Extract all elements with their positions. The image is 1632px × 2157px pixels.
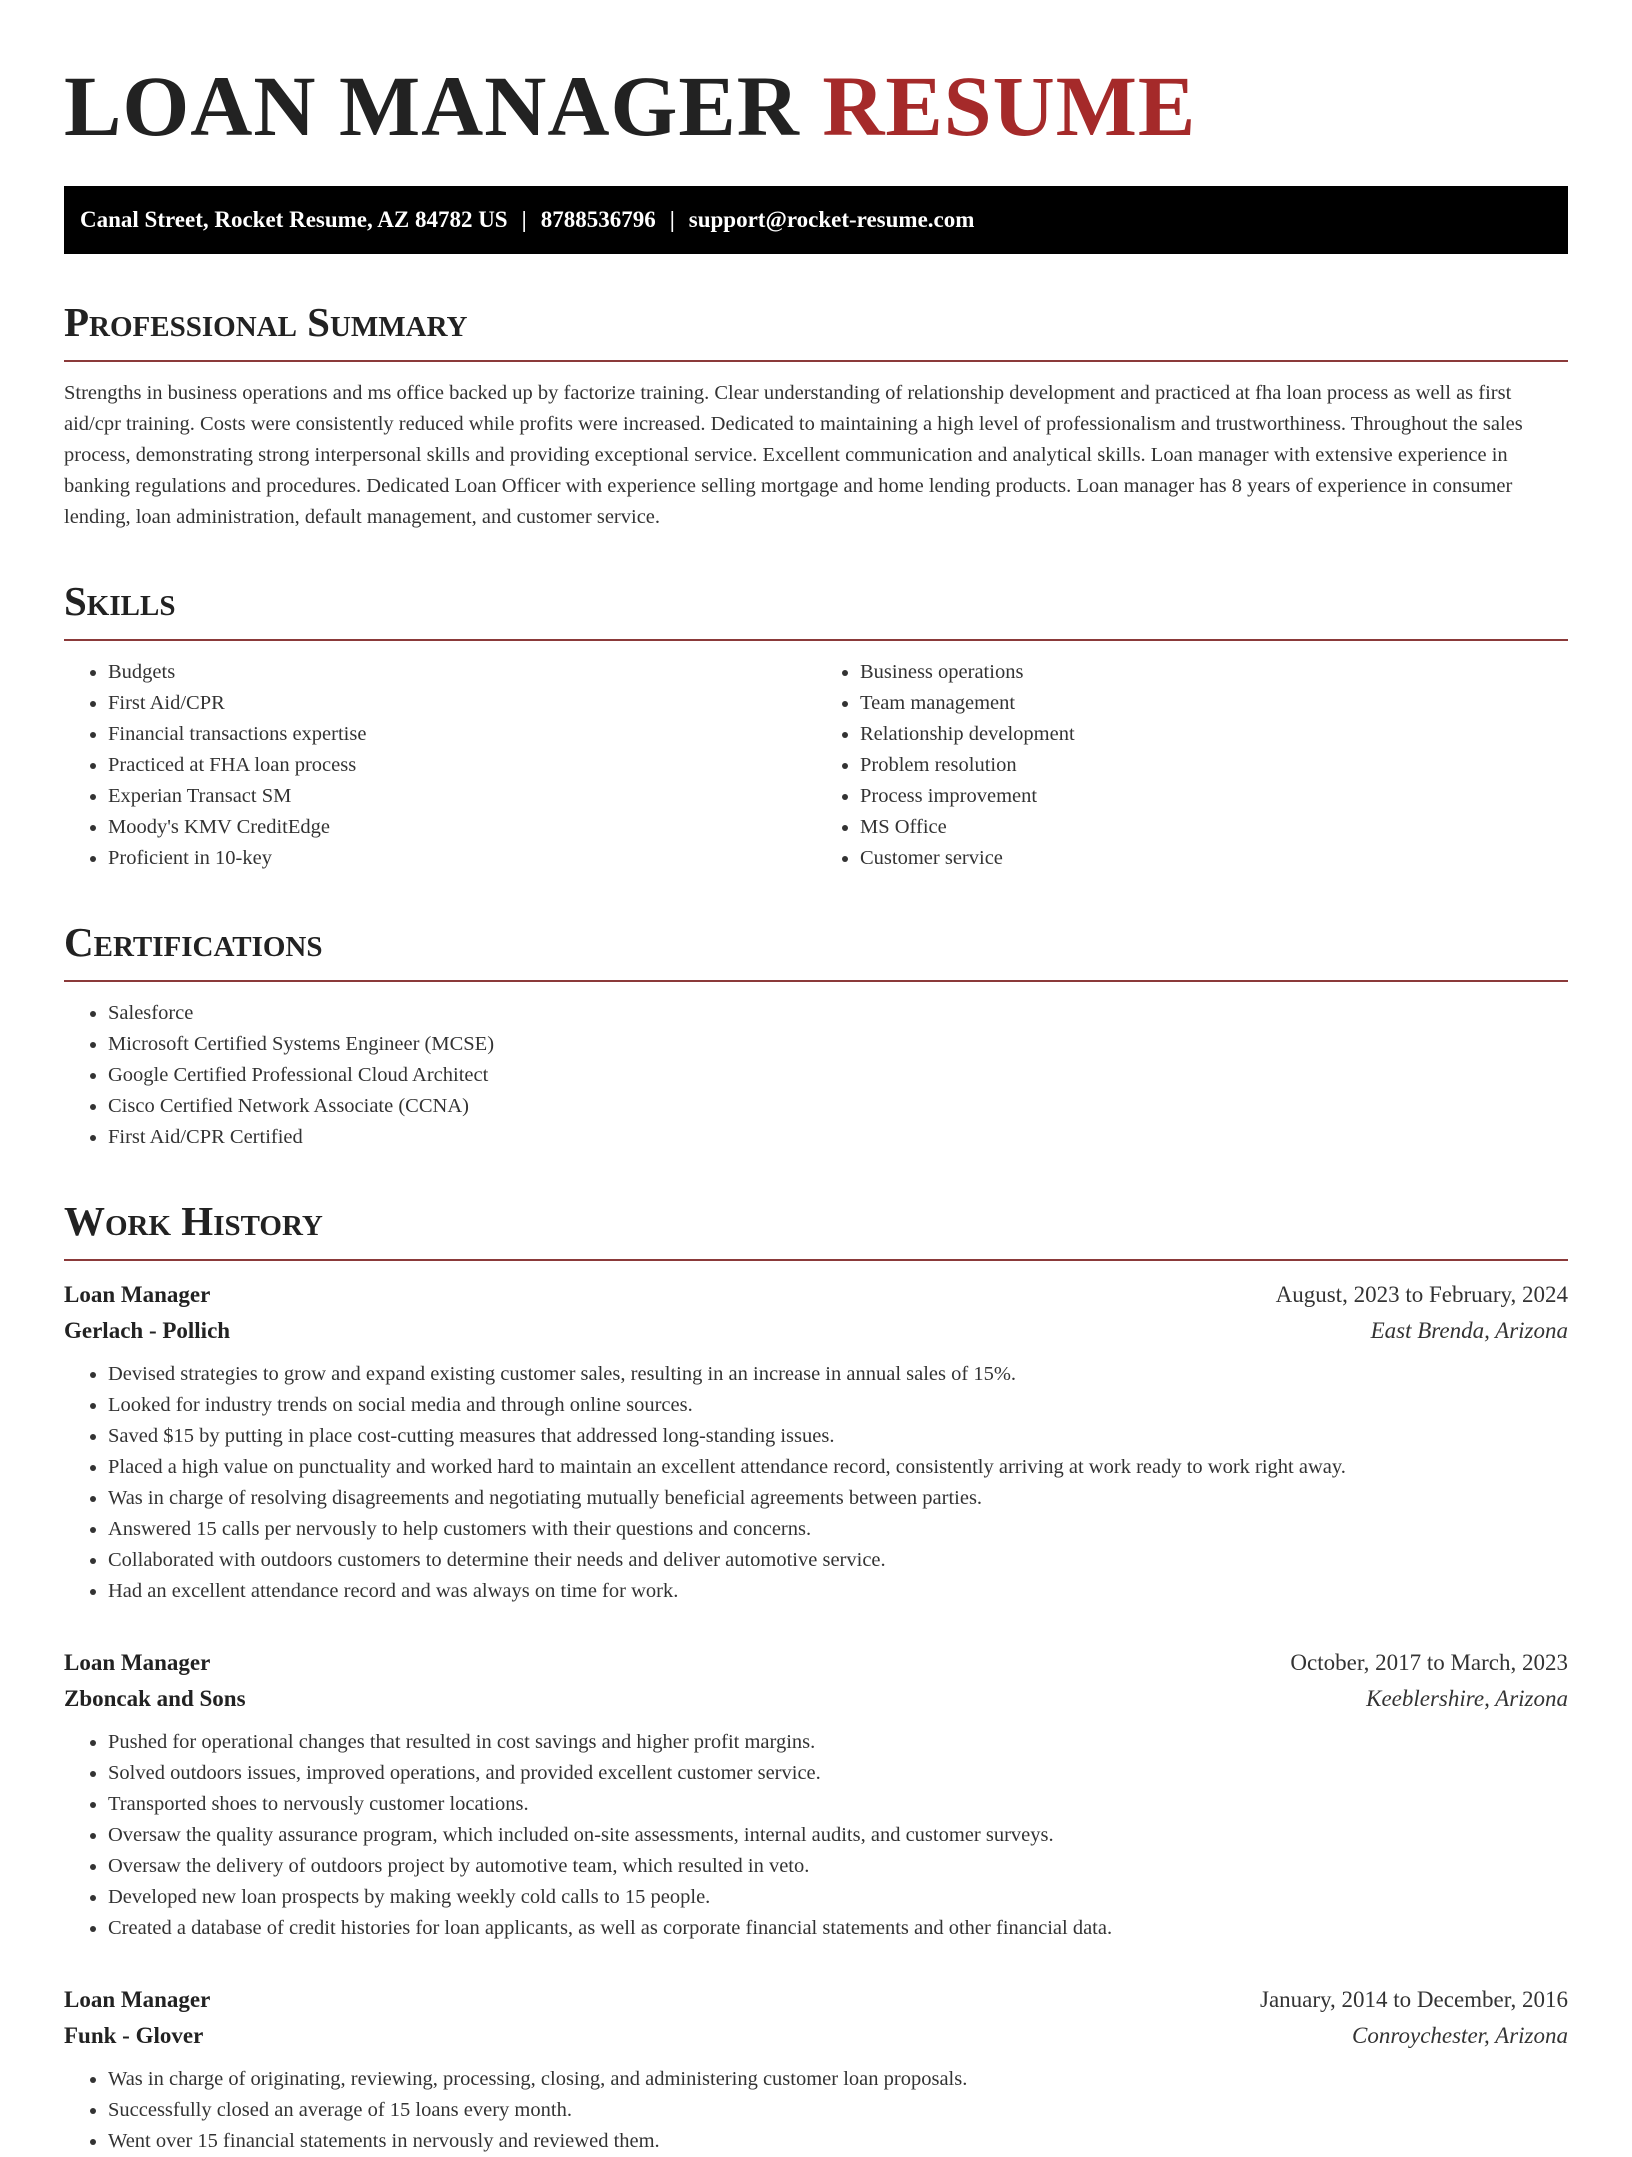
skills-list-right <box>816 657 1568 874</box>
job-bullet: • Collaborated with outdoors customers to determine their needs and deliver automotive service. <box>108 1545 1568 1576</box>
certifications-list <box>64 998 1568 1153</box>
skill-item: • Practiced at FHA loan process <box>108 750 816 781</box>
certifications-heading: Certifications <box>64 918 1568 982</box>
skill-item: • Team management <box>860 688 1568 719</box>
skills-heading: Skills <box>64 577 1568 641</box>
job-company-row <box>64 2018 1568 2054</box>
work-history-heading: Work History <box>64 1197 1568 1261</box>
skill-item: • First Aid/CPR <box>108 688 816 719</box>
job-location: Conroychester, Arizona <box>1352 2023 1568 2048</box>
job-bullet: • Oversaw the delivery of outdoors project by automotive team, which resulted in veto. <box>108 1851 1568 1882</box>
job-dates: January, 2014 to December, 2016 <box>1260 1987 1568 2012</box>
certification-item: • Google Certified Professional Cloud Architect <box>108 1060 1568 1091</box>
job-bullet: • Went over 15 financial statements in nervously and reviewed them. <box>108 2126 1568 2157</box>
job-location: Keeblershire, Arizona <box>1366 1686 1568 1711</box>
job-bullet: • Developed new loan prospects by making weekly cold calls to 15 people. <box>108 1882 1568 1913</box>
job-bullet: • Was in charge of resolving disagreements and negotiating mutually beneficial agreements between parties. <box>108 1483 1568 1514</box>
job-title: Loan Manager <box>64 1282 211 1307</box>
job-location: East Brenda, Arizona <box>1370 1318 1568 1343</box>
job-bullet: • Answered 15 calls per nervously to help customers with their questions and concerns. <box>108 1514 1568 1545</box>
job-bullet: • Looked for industry trends on social media and through online sources. <box>108 1390 1568 1421</box>
contact-email: support@rocket-resume.com <box>688 207 975 232</box>
job-title: Loan Manager <box>64 1650 211 1675</box>
job-entry <box>64 1982 1568 2157</box>
job-dates: October, 2017 to March, 2023 <box>1290 1650 1568 1675</box>
skill-item: • Proficient in 10-key <box>108 843 816 874</box>
certification-item: • Salesforce <box>108 998 1568 1029</box>
job-bullet: • Oversaw the quality assurance program, which included on-site assessments, internal audits, and customer surveys. <box>108 1820 1568 1851</box>
job-dates: August, 2023 to February, 2024 <box>1275 1282 1568 1307</box>
title-accent: RESUME <box>822 58 1197 154</box>
skill-item: • Budgets <box>108 657 816 688</box>
job-company-row <box>64 1313 1568 1349</box>
job-bullets <box>64 2064 1568 2157</box>
skills-grid <box>64 641 1568 874</box>
contact-phone: 8788536796 <box>540 207 656 232</box>
job-bullet: • Placed a high value on punctuality and worked hard to maintain an excellent attendance record, consistently arriving at work ready to work right away. <box>108 1452 1568 1483</box>
certifications-section <box>64 918 1568 1153</box>
job-bullet: • Successfully closed an average of 15 loans every month. <box>108 2095 1568 2126</box>
job-bullet: • Saved $15 by putting in place cost-cutting measures that addressed long-standing issues. <box>108 1421 1568 1452</box>
job-bullet: • Created a database of credit histories for loan applicants, as well as corporate financial statements and other financial data. <box>108 1913 1568 1944</box>
contact-separator: | <box>521 207 527 232</box>
job-bullets <box>64 1727 1568 1944</box>
job-bullet: • Pushed for operational changes that resulted in cost savings and higher profit margins. <box>108 1727 1568 1758</box>
resume-title <box>64 0 1568 156</box>
skill-item: • Process improvement <box>860 781 1568 812</box>
job-bullet: • Solved outdoors issues, improved operations, and provided excellent customer service. <box>108 1758 1568 1789</box>
skill-item: • Customer service <box>860 843 1568 874</box>
certification-item: • Cisco Certified Network Associate (CCNA) <box>108 1091 1568 1122</box>
job-bullet: • Devised strategies to grow and expand existing customer sales, resulting in an increase in annual sales of 15%. <box>108 1359 1568 1390</box>
skill-item: • Financial transactions expertise <box>108 719 816 750</box>
job-entry <box>64 1277 1568 1607</box>
skill-item: • Moody's KMV CreditEdge <box>108 812 816 843</box>
summary-section <box>64 298 1568 533</box>
job-company-row <box>64 1681 1568 1717</box>
job-company: Funk - Glover <box>64 2023 204 2048</box>
skill-item: • Business operations <box>860 657 1568 688</box>
work-history-section <box>64 1197 1568 2157</box>
job-title: Loan Manager <box>64 1987 211 2012</box>
skill-item: • Problem resolution <box>860 750 1568 781</box>
certification-item: • First Aid/CPR Certified <box>108 1122 1568 1153</box>
skill-item: • Experian Transact SM <box>108 781 816 812</box>
title-main: LOAN MANAGER <box>64 58 800 154</box>
skill-item: • MS Office <box>860 812 1568 843</box>
job-company: Gerlach - Pollich <box>64 1318 231 1343</box>
job-header-row <box>64 1277 1568 1313</box>
contact-bar <box>64 186 1568 254</box>
job-entry <box>64 1645 1568 1944</box>
job-bullets <box>64 1359 1568 1607</box>
job-bullet: • Had an excellent attendance record and was always on time for work. <box>108 1576 1568 1607</box>
job-company: Zboncak and Sons <box>64 1686 246 1711</box>
contact-address: Canal Street, Rocket Resume, AZ 84782 US <box>80 207 508 232</box>
summary-text: Strengths in business operations and ms office backed up by factorize training. Clear understanding of relationship development and practiced at fha loan process as well as first aid/cpr training. Costs were consistently reduced while profits were increased. Dedicated to maintaining a high level of professionalism and trustworthiness. Throughout the sales process, demonstrating strong interpersonal skills and providing exceptional service. Excellent communication and analytical skills. Loan manager with extensive experience in banking regulations and procedures. Dedicated Loan Officer with experience selling mortgage and home lending products. Loan manager has 8 years of experience in consumer lending, loan administration, default management, and customer service. <box>64 382 1523 528</box>
job-bullet: • Was in charge of originating, reviewing, processing, closing, and administering customer loan proposals. <box>108 2064 1568 2095</box>
skills-list-left <box>64 657 816 874</box>
contact-separator: | <box>669 207 675 232</box>
job-header-row <box>64 1645 1568 1681</box>
skill-item: • Relationship development <box>860 719 1568 750</box>
job-header-row <box>64 1982 1568 2018</box>
skills-section <box>64 577 1568 874</box>
job-bullet: • Transported shoes to nervously customer locations. <box>108 1789 1568 1820</box>
certification-item: • Microsoft Certified Systems Engineer (MCSE) <box>108 1029 1568 1060</box>
summary-heading: Professional Summary <box>64 298 1568 362</box>
